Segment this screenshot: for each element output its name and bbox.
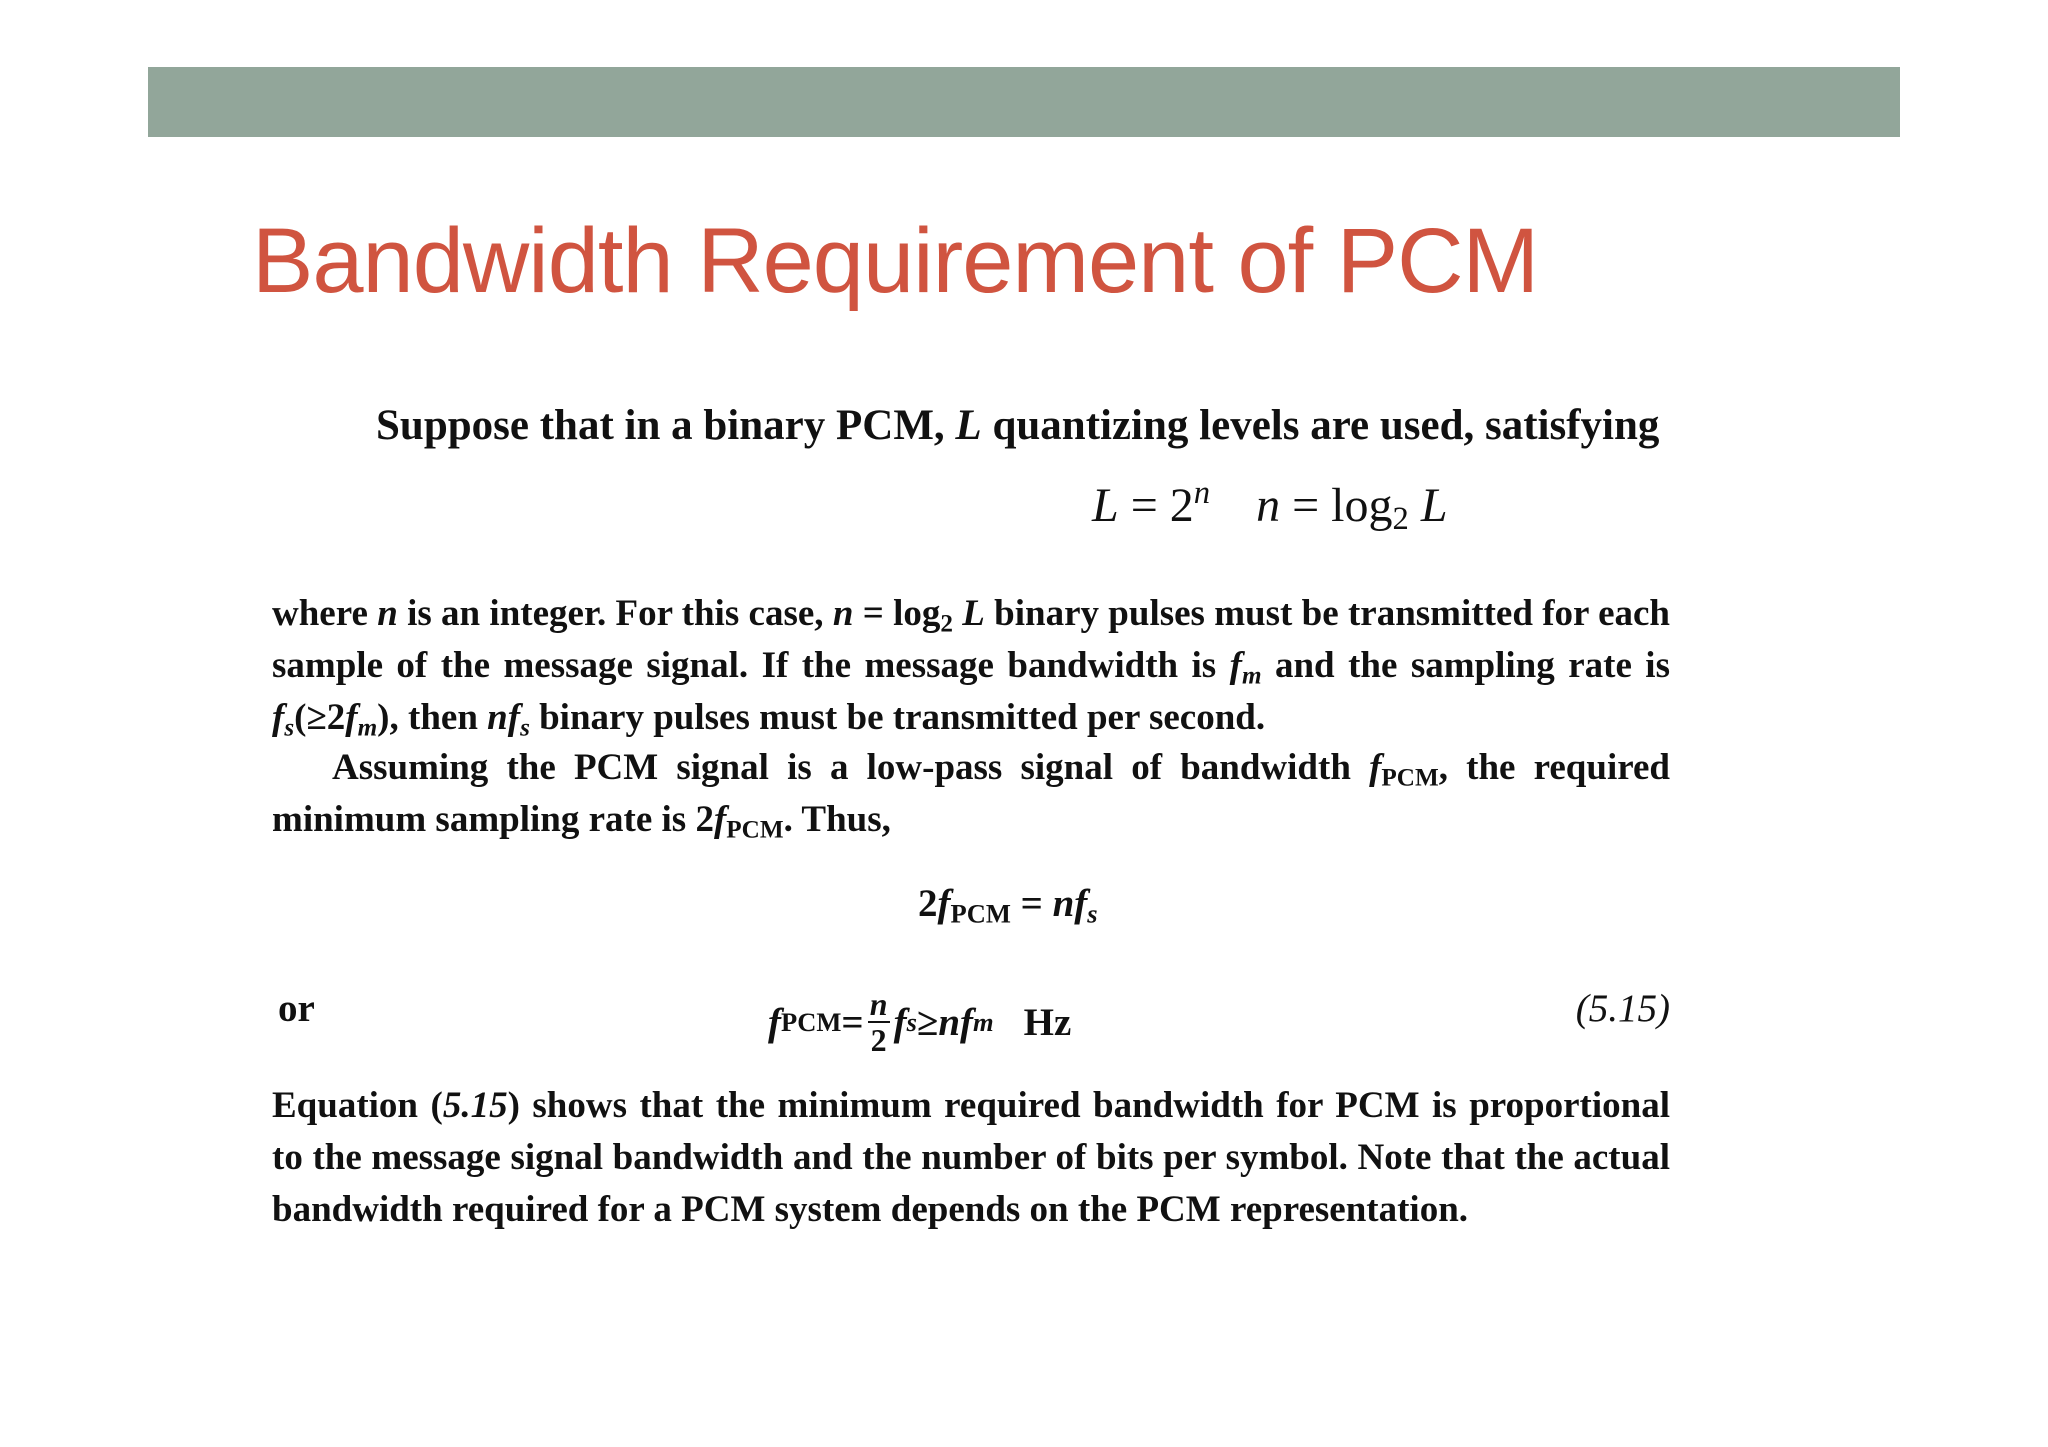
- paragraph-pulses-per-sample: where n is an integer. For this case, $n = \log_2 L$ binary pulses must be transmitted for each sample of the message signal. If the message bandwidth is $f_m$ and the sampling rate is $f_s(\ge 2f_m)$, then $nf_s$ binary pulses must be transmitted per second.: [272, 593, 1670, 742]
- fraction-n-over-2: $\frac{n}{2}$: [868, 987, 890, 1057]
- paragraph-lowpass-assumption: Assuming the PCM signal is a low-pass signal of bandwidth $f_{PCM}$, the required minimum sampling rate is $2f_{PCM}$. Thus,: [272, 747, 1670, 844]
- slide-title: Bandwidth Requirement of PCM: [252, 210, 1539, 312]
- intro-sentence: Suppose that in a binary PCM, L quantizing levels are used, satisfying: [376, 402, 1660, 449]
- or-label: or: [278, 987, 315, 1030]
- bandwidth-equation-row: [272, 972, 1670, 1072]
- sampling-equation: $2f_{PCM} = nf_s$: [918, 882, 1098, 929]
- levels-equation: $L = 2^n$ $n = \log_2 L$: [1092, 475, 1448, 538]
- bandwidth-equation: f PCM = $\frac{n}{2}$ f s ≥ nf m Hz: [768, 986, 1072, 1058]
- paragraph-conclusion: Equation (5.15) shows that the minimum required bandwidth for PCM is proportional to the message signal bandwidth and the number of bits per symbol. Note that the actual bandwidth required for a PCM system depends on the PCM representation.: [272, 1085, 1670, 1230]
- header-bar: [148, 67, 1900, 137]
- equation-number: (5.15): [1575, 987, 1670, 1030]
